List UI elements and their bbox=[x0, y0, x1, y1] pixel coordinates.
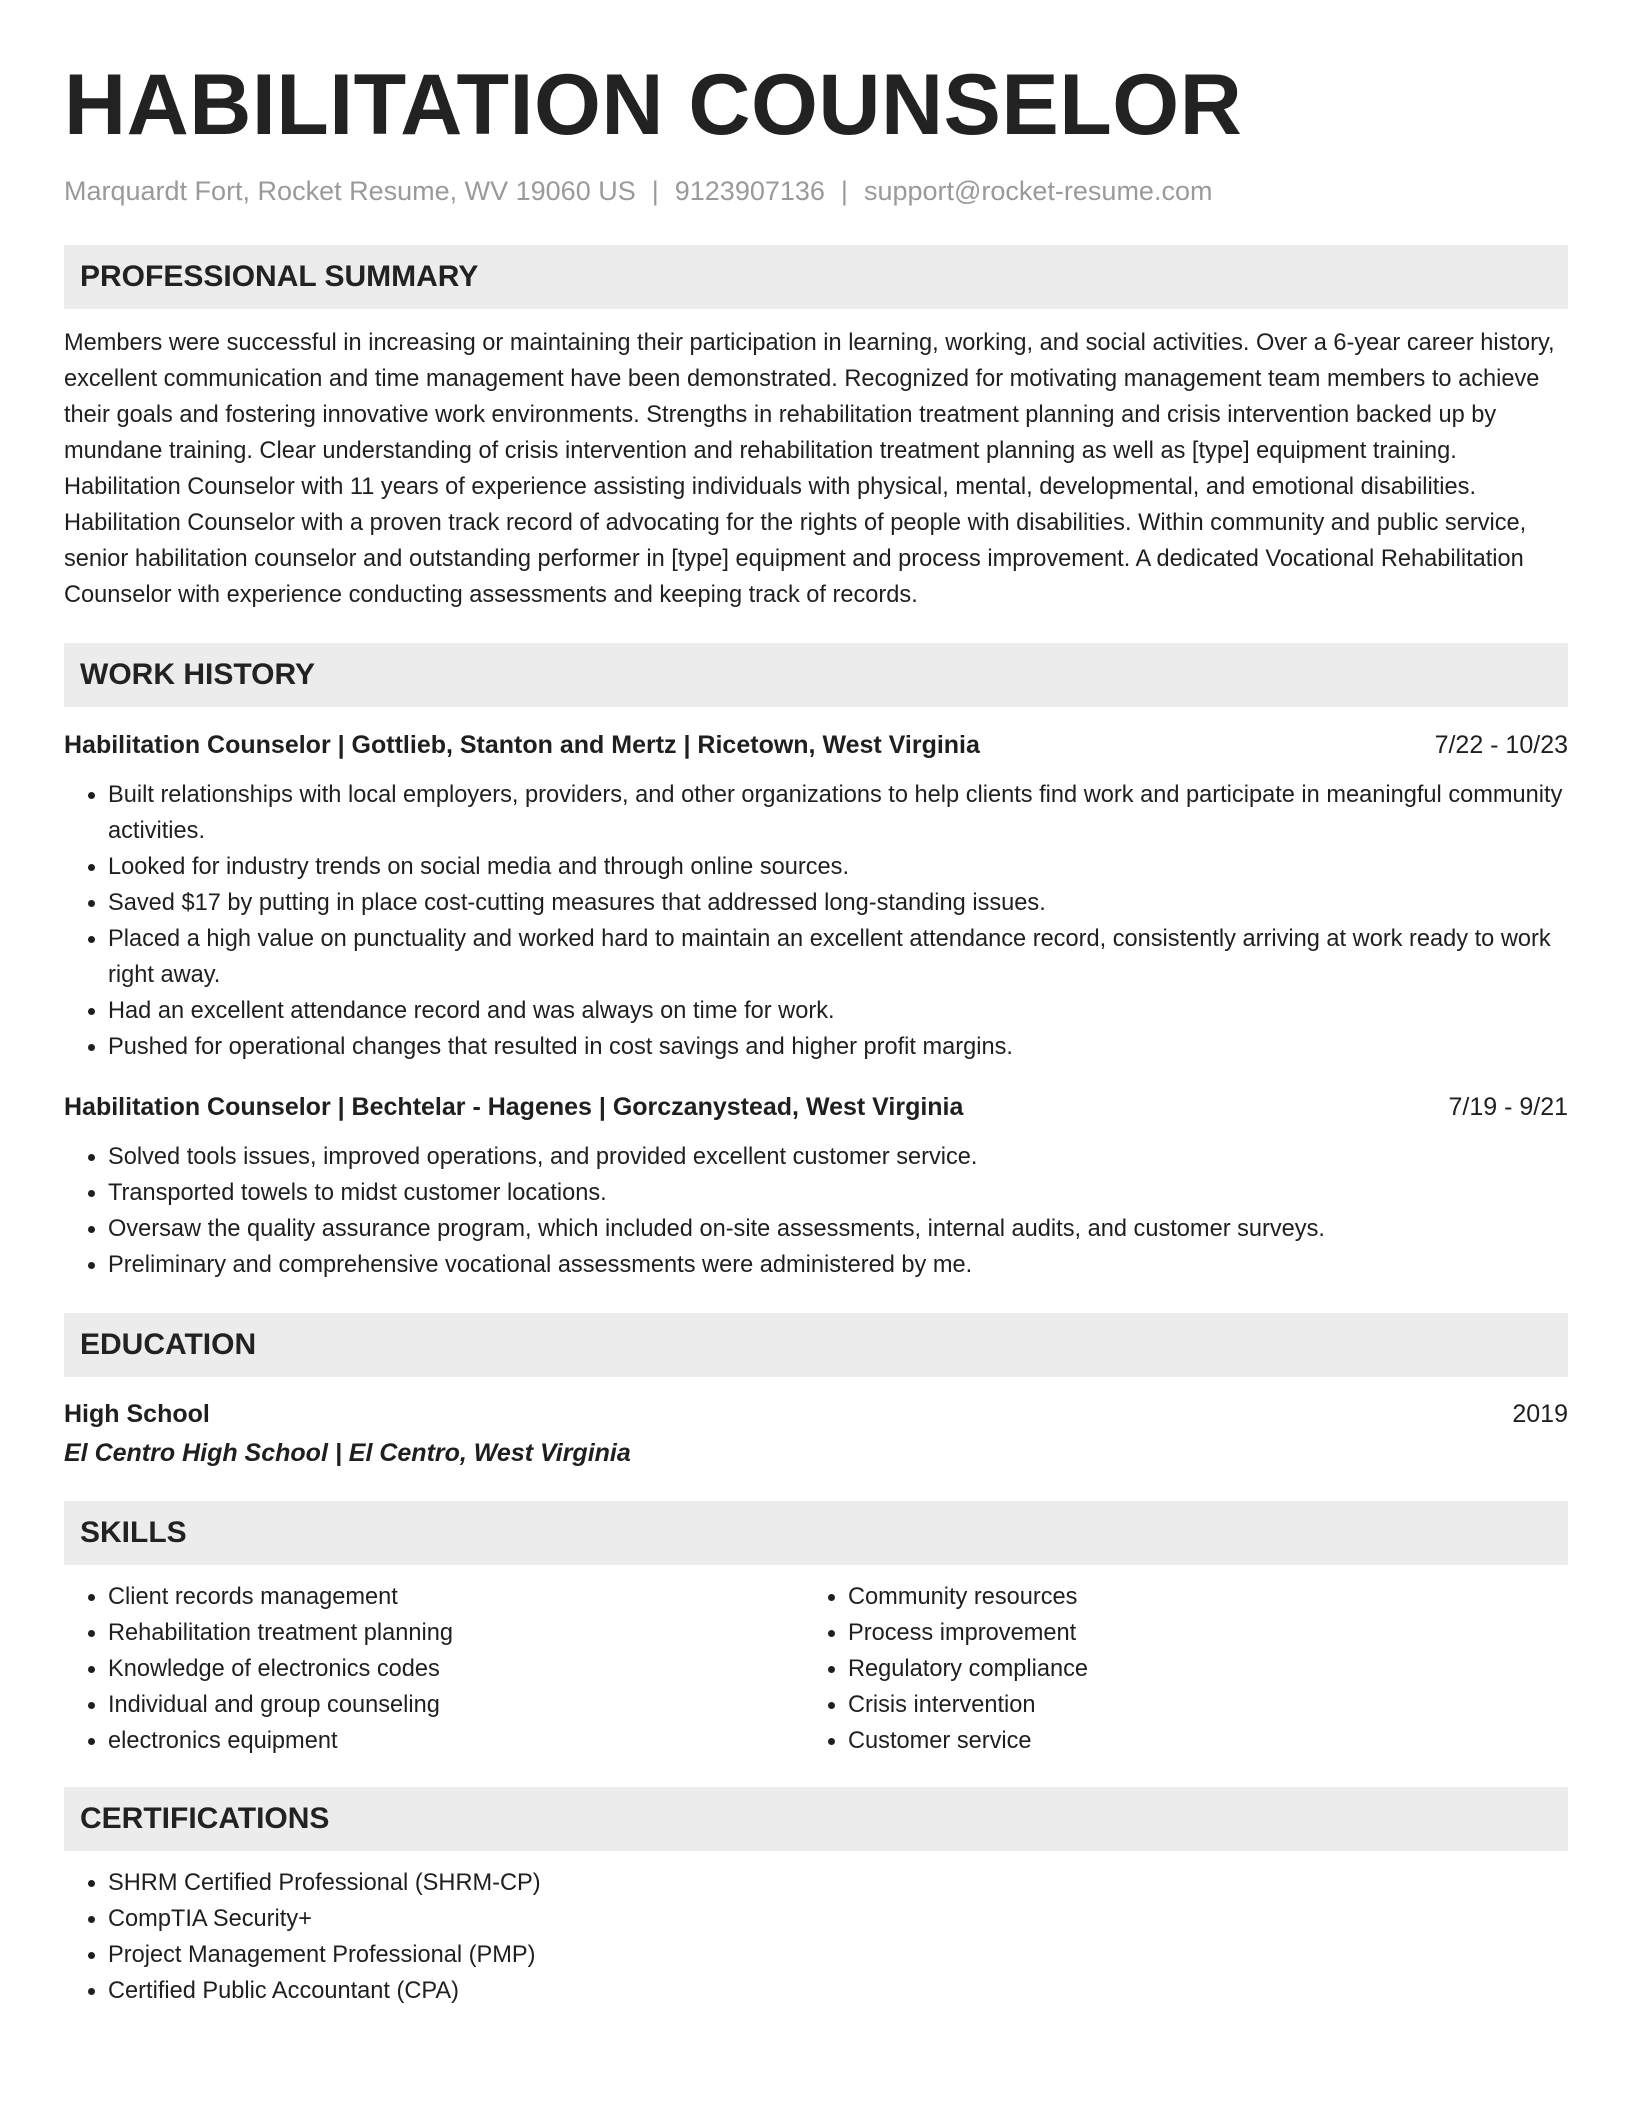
certifications-list bbox=[64, 1865, 1568, 2009]
job-bullet: • Pushed for operational changes that resulted in cost savings and higher profit margins. bbox=[108, 1029, 1568, 1065]
contact-separator: | bbox=[840, 176, 848, 206]
job-bullet: • Preliminary and comprehensive vocational assessments were administered by me. bbox=[108, 1247, 1568, 1283]
skill-item: • Knowledge of electronics codes bbox=[108, 1651, 804, 1687]
summary-text: Members were successful in increasing or maintaining their participation in learning, working, and social activities. Over a 6-year career history, excellent communication and time management have been demonstrated. Recognized for motivating management team members to achieve their goals and fostering innovative work environments. Strengths in rehabilitation treatment planning and crisis intervention backed up by mundane training. Clear understanding of crisis intervention and rehabilitation treatment planning as well as [type] equipment training. Habilitation Counselor with 11 years of experience assisting individuals with physical, mental, developmental, and emotional disabilities. Habilitation Counselor with a proven track record of advocating for the rights of people with disabilities. Within community and public service, senior habilitation counselor and outstanding performer in [type] equipment and process improvement. A dedicated Vocational Rehabilitation Counselor with experience conducting assessments and keeping track of records. bbox=[64, 330, 1555, 608]
job-title: Habilitation Counselor | Bechtelar - Hagenes | Gorczanystead, West Virginia bbox=[64, 1093, 964, 1121]
job-bullet: • Built relationships with local employers, providers, and other organizations to help clients find work and participate in meaningful community activities. bbox=[108, 777, 1568, 849]
contact-phone: 9123907136 bbox=[674, 176, 825, 206]
skills-heading: SKILLS bbox=[64, 1501, 1568, 1565]
skills-list bbox=[64, 1579, 1568, 1759]
job-bullet: • Transported towels to midst customer locations. bbox=[108, 1175, 1568, 1211]
job-bullets bbox=[64, 1139, 1568, 1283]
education-entry bbox=[64, 1395, 1568, 1473]
skill-item: • Rehabilitation treatment planning bbox=[108, 1615, 804, 1651]
education-header bbox=[64, 1395, 1568, 1433]
skill-item: • Customer service bbox=[848, 1723, 1556, 1759]
job-bullets bbox=[64, 777, 1568, 1065]
job-bullet: • Placed a high value on punctuality and worked hard to maintain an excellent attendance record, consistently arriving at work ready to work right away. bbox=[108, 921, 1568, 993]
skills-column-right bbox=[804, 1579, 1556, 1759]
education-year: 2019 bbox=[1512, 1400, 1568, 1428]
education-heading: EDUCATION bbox=[64, 1313, 1568, 1377]
education-degree: High School bbox=[64, 1400, 210, 1428]
skill-item: • Process improvement bbox=[848, 1615, 1556, 1651]
certification-item: • CompTIA Security+ bbox=[108, 1901, 1568, 1937]
contact-email: support@rocket-resume.com bbox=[863, 176, 1213, 206]
job-bullet: • Saved $17 by putting in place cost-cutting measures that addressed long-standing issues. bbox=[108, 885, 1568, 921]
job-header bbox=[64, 1089, 1568, 1125]
skill-item: • electronics equipment bbox=[108, 1723, 804, 1759]
contact-address: Marquardt Fort, Rocket Resume, WV 19060 US bbox=[64, 176, 636, 206]
job-entry bbox=[64, 727, 1568, 1065]
job-dates: 7/19 - 9/21 bbox=[1448, 1093, 1568, 1121]
skill-item: • Regulatory compliance bbox=[848, 1651, 1556, 1687]
job-bullet: • Oversaw the quality assurance program, which included on-site assessments, internal audits, and customer surveys. bbox=[108, 1211, 1568, 1247]
job-bullet: • Solved tools issues, improved operations, and provided excellent customer service. bbox=[108, 1139, 1568, 1175]
contact-separator: | bbox=[651, 176, 659, 206]
skill-item: • Individual and group counseling bbox=[108, 1687, 804, 1723]
certification-item: • SHRM Certified Professional (SHRM-CP) bbox=[108, 1865, 1568, 1901]
skill-item: • Client records management bbox=[108, 1579, 804, 1615]
job-bullet: • Had an excellent attendance record and was always on time for work. bbox=[108, 993, 1568, 1029]
summary-heading: PROFESSIONAL SUMMARY bbox=[64, 245, 1568, 309]
job-bullet: • Looked for industry trends on social media and through online sources. bbox=[108, 849, 1568, 885]
job-header bbox=[64, 727, 1568, 763]
certification-item: • Certified Public Accountant (CPA) bbox=[108, 1973, 1568, 2009]
skill-item: • Crisis intervention bbox=[848, 1687, 1556, 1723]
job-title: Habilitation Counselor | Gottlieb, Stanton and Mertz | Ricetown, West Virginia bbox=[64, 731, 980, 759]
education-school: El Centro High School | El Centro, West Virginia bbox=[64, 1439, 631, 1467]
certifications-heading: CERTIFICATIONS bbox=[64, 1787, 1568, 1851]
certification-item: • Project Management Professional (PMP) bbox=[108, 1937, 1568, 1973]
candidate-name: HABILITATION COUNSELOR bbox=[64, 57, 1243, 153]
job-entry bbox=[64, 1089, 1568, 1283]
contact-line bbox=[64, 176, 1568, 207]
skill-item: • Community resources bbox=[848, 1579, 1556, 1615]
work-history-heading: WORK HISTORY bbox=[64, 643, 1568, 707]
job-dates: 7/22 - 10/23 bbox=[1434, 731, 1568, 759]
skills-column-left bbox=[64, 1579, 804, 1759]
